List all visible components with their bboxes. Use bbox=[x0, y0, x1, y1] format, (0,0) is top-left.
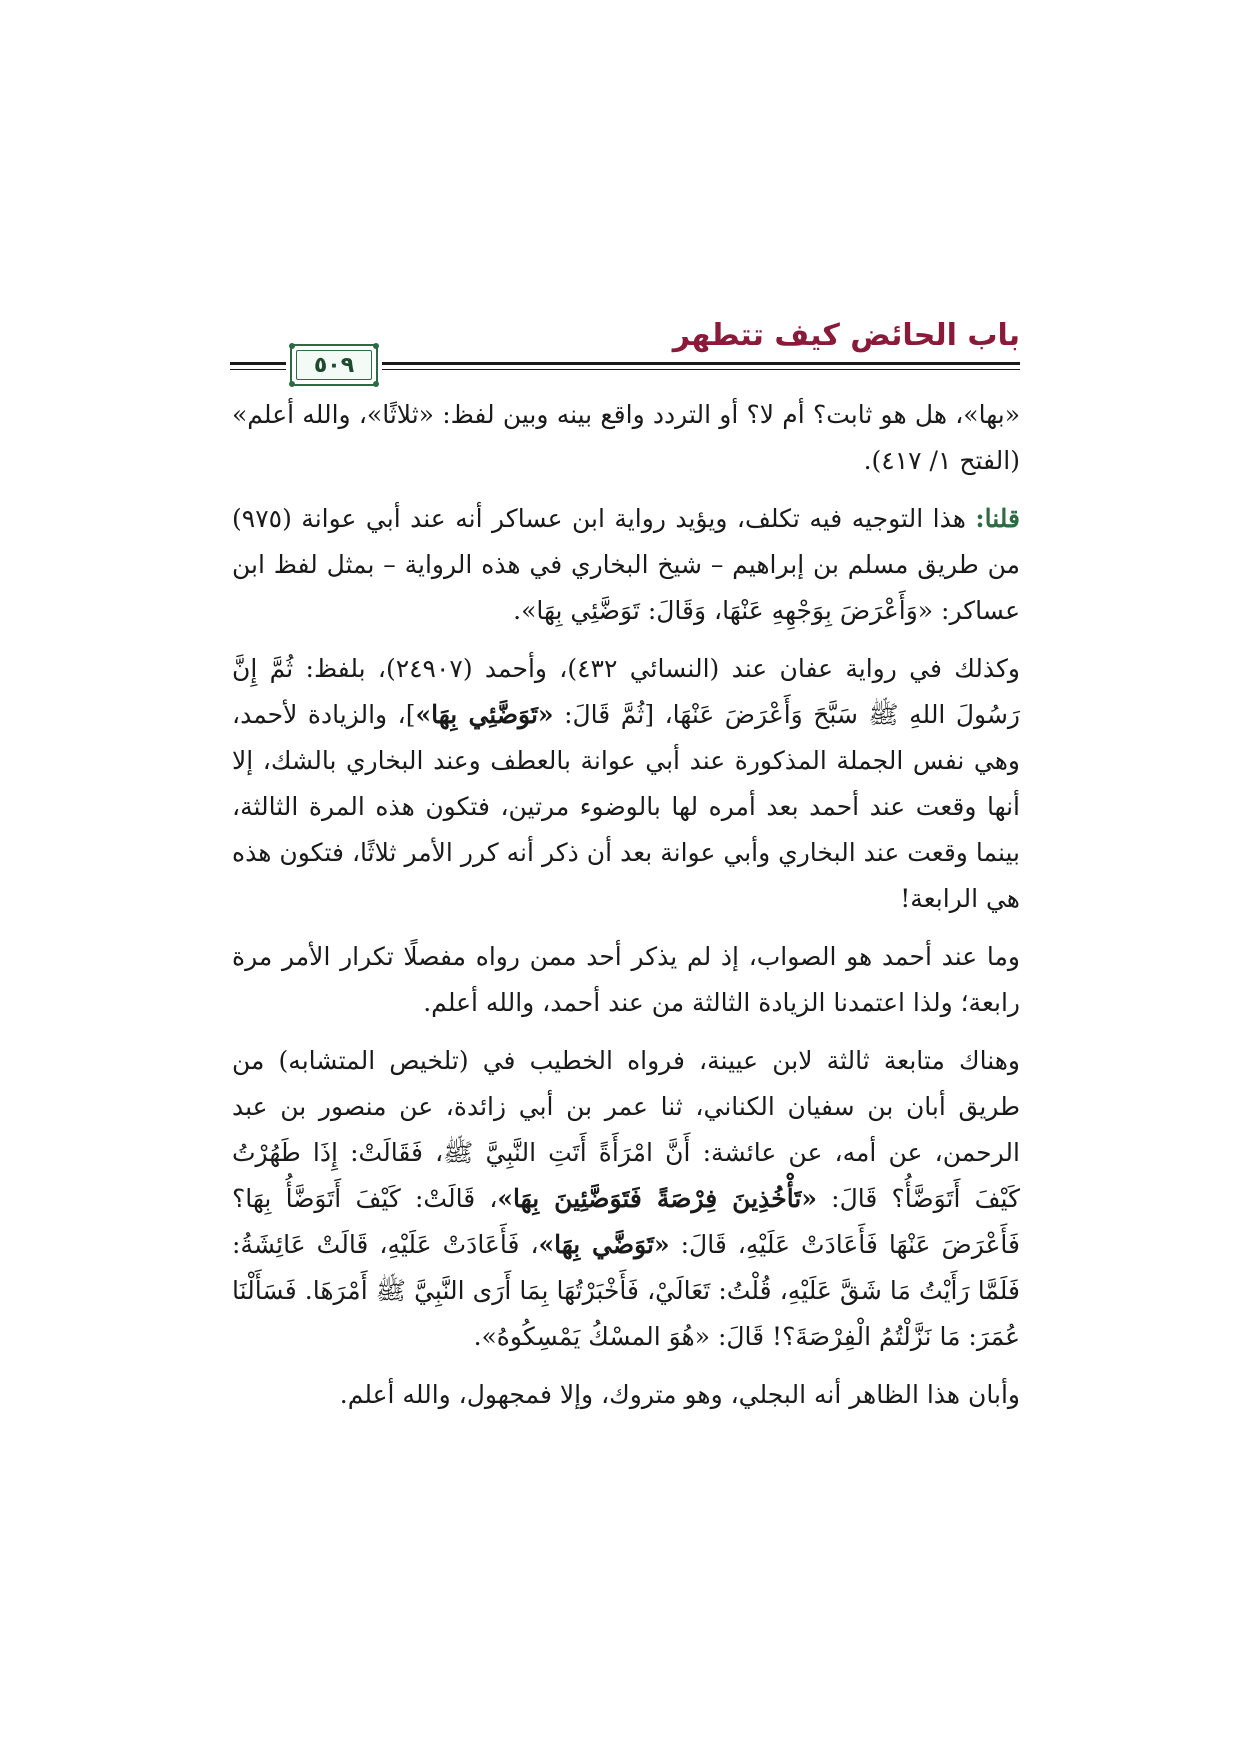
badge-ornament-icon bbox=[373, 343, 379, 349]
header-rule-left bbox=[230, 362, 286, 365]
paragraph-3-text-a: وكذلك في رواية عفان عند (النسائي ٤٣٢)، وأحمد (٢٤٩٠٧)، بلفظ: ثُمَّ إِنَّ رَسُولَ اللهِ ﷺ سَبَّحَ وَأَعْرَضَ عَنْهَا، [ثُمَّ قَالَ: bbox=[232, 654, 1020, 729]
page-header bbox=[230, 318, 1020, 378]
badge-ornament-icon bbox=[289, 343, 295, 349]
chapter-title: باب الحائض كيف تتطهر bbox=[672, 318, 1020, 353]
paragraph-6-text: وأبان هذا الظاهر أنه البجلي، وهو متروك، وإلا فمجهول، والله أعلم. bbox=[339, 1380, 1020, 1409]
paragraph-3 bbox=[232, 646, 1020, 922]
badge-ornament-icon bbox=[289, 381, 295, 387]
paragraph-4-text: وما عند أحمد هو الصواب، إذ لم يذكر أحد ممن رواه مفصلًا تكرار الأمر مرة رابعة؛ ولذا اعتمدنا الزيادة الثالثة من عند أحمد، والله أعلم. bbox=[232, 942, 1020, 1017]
paragraph-5-text-e: ، فَأَعَادَتْ عَلَيْهِ، قَالَتْ عَائِشَةُ: فَلَمَّا رَأَيْتُ مَا شَقَّ عَلَيْهِ، قُلْتُ: تَعَالَيْ، فَأَخْبَرْتُهَا بِمَا أَرَى النَّبِيَّ ﷺ أَمْرَهَا. فَسَأَلْنَا عُمَرَ: مَا نَزَّلْتُمُ الْفِرْصَةَ؟! قَالَ: «هُوَ المسْكُ يَمْسِكُوهُ». bbox=[232, 1230, 1020, 1351]
page-number-badge bbox=[290, 344, 378, 386]
page-body bbox=[232, 392, 1020, 1430]
paragraph-4 bbox=[232, 934, 1020, 1026]
header-rule-right-thin bbox=[382, 369, 1020, 370]
paragraph-2-text: هذا التوجيه فيه تكلف، ويؤيد رواية ابن عساكر أنه عند أبي عوانة (٩٧٥) من طريق مسلم بن إبراهيم – شيخ البخاري في هذه الرواية – بمثل لفظ ابن عساكر: «وَأَعْرَضَ بِوَجْهِهِ عَنْهَا، وَقَالَ: تَوَضَّئِي بِهَا». bbox=[232, 504, 1020, 625]
paragraph-1 bbox=[232, 392, 1020, 484]
paragraph-2-lead: قلنا: bbox=[975, 504, 1020, 533]
paragraph-5-quote-2: «تَوَضَّي بِهَا» bbox=[538, 1230, 670, 1259]
paragraph-1-text: «بها»، هل هو ثابت؟ أم لا؟ أو التردد واقع بينه وبين لفظ: «ثلاثًا»، والله أعلم» (الفتح ١/ ٤١٧). bbox=[232, 400, 1020, 475]
paragraph-6 bbox=[232, 1372, 1020, 1418]
header-rule-right bbox=[382, 362, 1020, 365]
paragraph-3-quote: «تَوَضَّئِي بِهَا» bbox=[415, 700, 554, 729]
paragraph-5 bbox=[232, 1038, 1020, 1360]
paragraph-5-text-c: ، قَالَتْ: كَيْفَ أَتَوَضَّأُ بِهَا؟ فَأَعْرَضَ عَنْهَا فَأَعَادَتْ عَلَيْهِ، قَالَ: bbox=[232, 1184, 1020, 1259]
paragraph-5-text-a: وهناك متابعة ثالثة لابن عيينة، فرواه الخطيب في (تلخيص المتشابه) من طريق أبان بن سفيان الكناني، ثنا عمر بن أبي زائدة، عن منصور بن عبد الرحمن، عن أمه، عن عائشة: أَنَّ امْرَأَةً أَتَتِ النَّبِيَّ ﷺ، فَقَالَتْ: إِذَا طَهُرْتُ كَيْفَ أَتَوَضَّأُ؟ قَالَ: bbox=[232, 1046, 1020, 1213]
paragraph-5-quote-1: «تَأْخُذِينَ فِرْصَةً فَتَوَضَّئِينَ بِهَا» bbox=[497, 1184, 817, 1213]
paragraph-2 bbox=[232, 496, 1020, 634]
badge-ornament-icon bbox=[373, 381, 379, 387]
header-rule-left-thin bbox=[230, 369, 286, 370]
paragraph-3-text-c: ]، والزيادة لأحمد، وهي نفس الجملة المذكورة عند أبي عوانة بالعطف وعند البخاري بالشك، إلا أنها وقعت عند أحمد بعد أمره لها بالوضوء مرتين، فتكون هذه المرة الثالثة، بينما وقعت عند البخاري وأبي عوانة بعد أن ذكر أنه كرر الأمر ثلاثًا، فتكون هذه هي الرابعة! bbox=[232, 700, 1020, 913]
page-number: ٥٠٩ bbox=[296, 350, 372, 380]
